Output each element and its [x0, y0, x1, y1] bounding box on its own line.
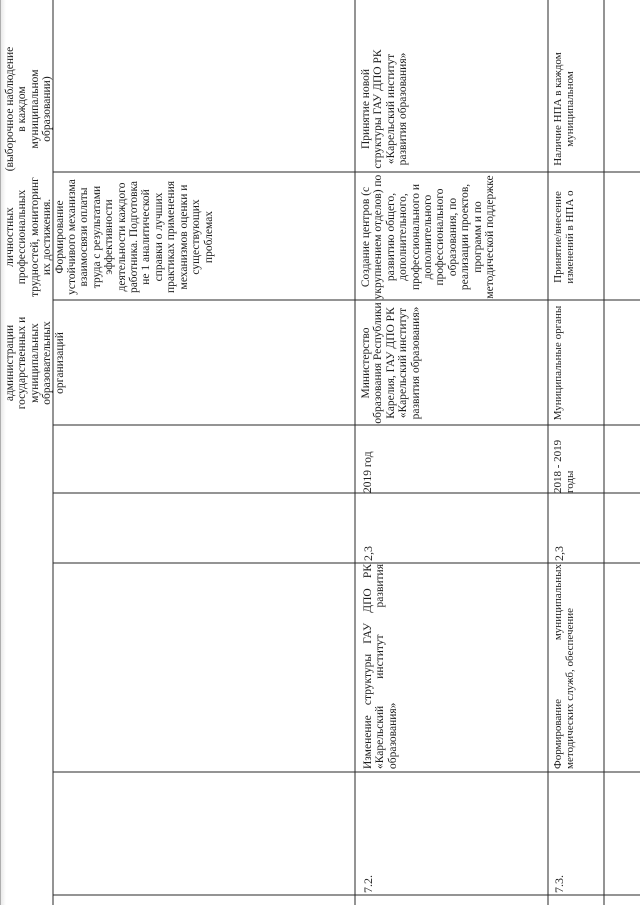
row0-result: (выборочное наблюдение в каждом муниципальном образовании): [4, 46, 54, 172]
row1-title: Изменение структуры ГАУ ДПО РК «Карельский институт развития образования»: [362, 564, 399, 769]
row1-actions: Создание центров (с укрупнением отделов) по развитию общего, дополнительного, профессионального и дополнительного профессионального образования, по реализации проектов, программ и по методической поддержке: [360, 174, 497, 300]
row0-actions: личностных профессиональных трудностей, мониторинг их достижения. Формирование устойчивого механизма взаимосвязи оплаты труда с результатами эффективности деятельности каждого работника. Подготовка не 1 аналитической справки о лучших практиках применения механизмов оценки и существующих проблемах: [4, 177, 215, 297]
row2-points: 2,3: [552, 546, 566, 561]
row1-result: Принятие новой структуры ГАУ ДПО РК «Карельский институт развития образования»: [360, 49, 410, 169]
row2-title: Формирование муниципальных методических служб, обеспечение: [552, 564, 576, 769]
row2-num: 7.3.: [552, 875, 566, 893]
row2-year: 2018 - 2019 годы: [552, 439, 576, 493]
row2-exec: Муниципальные органы: [552, 305, 564, 421]
row2-actions: Принятие/внесение изменений в НПА о: [552, 190, 576, 284]
row1-num: 7.2.: [361, 875, 375, 893]
row1-exec: Министерство образования Республики Карелия, ГАУ ДПО РК «Карельский институт развития образования»: [360, 302, 422, 424]
row0-exec: администрации государственных и муниципальных образовательных организаций: [4, 316, 66, 410]
row1-points: 2,3: [361, 546, 375, 561]
row1-year: 2019 год: [362, 451, 374, 493]
row2-result: Наличие НПА в каждом муниципальном: [552, 52, 576, 166]
